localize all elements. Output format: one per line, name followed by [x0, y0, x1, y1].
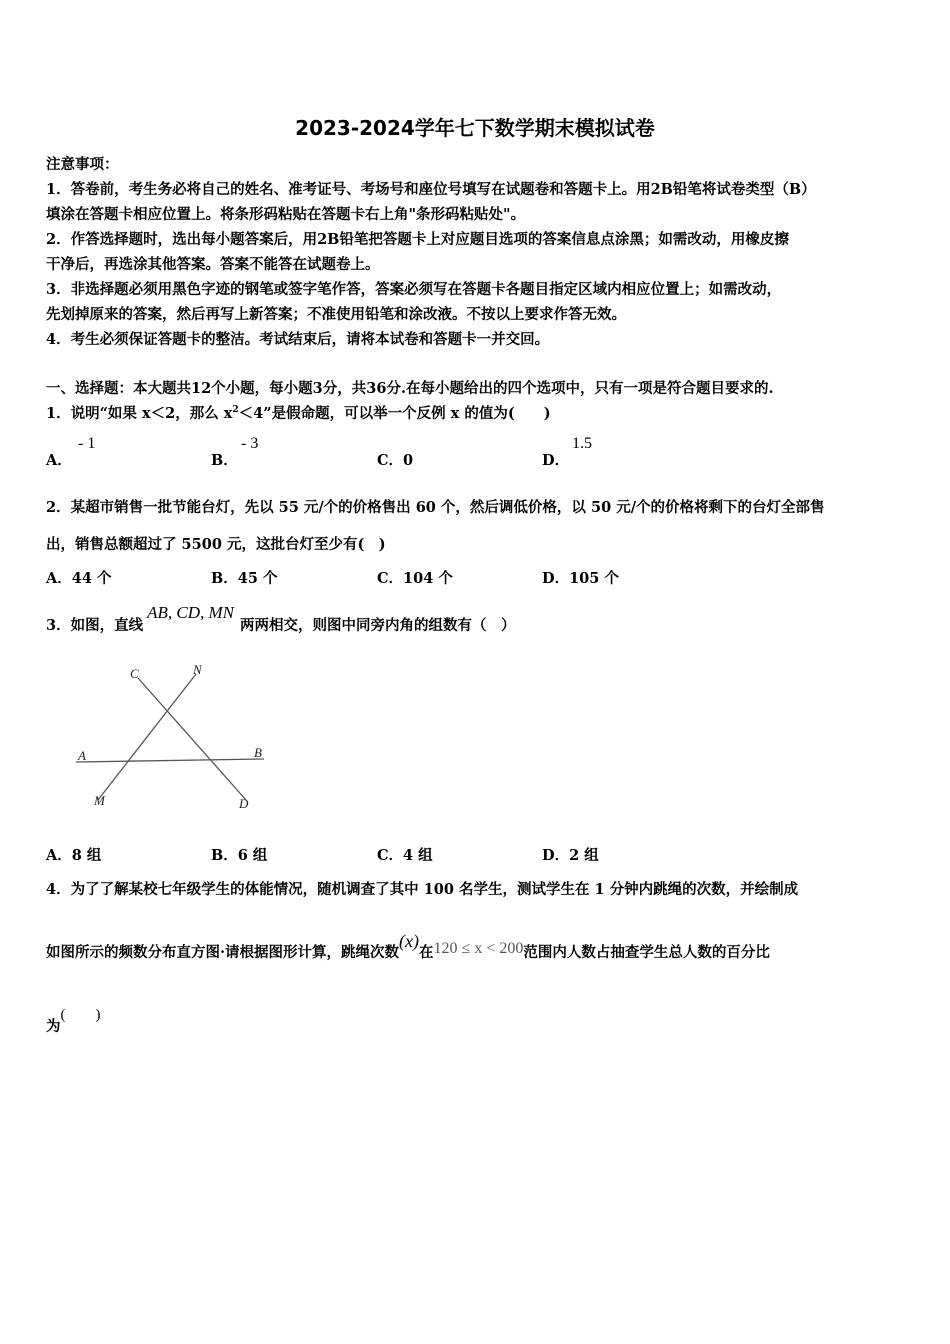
intersecting-lines-figure: [72, 660, 272, 815]
page-title: 2023-2024学年七下数学期末模拟试卷: [295, 116, 655, 140]
label-n: N: [193, 662, 202, 677]
option-value: 0: [403, 452, 414, 469]
q1-option-a: [46, 435, 96, 470]
option-value: - 1: [78, 435, 96, 452]
notice-line: 干净后，再选涂其他答案。答案不能答在试题卷上。: [46, 256, 380, 273]
question-4-text-a: 如图所示的频数分布直方图·请根据图形计算，跳绳次数: [46, 944, 400, 961]
option-value: - 3: [241, 435, 259, 452]
q1-option-d: [542, 435, 592, 470]
section-heading: 一、选择题：本大题共12个小题，每小题3分，共36分.在每小题给出的四个选项中，只有一项是符合题目要求的.: [46, 380, 774, 397]
q3-option-b: B．6 组: [211, 847, 268, 864]
option-value: 1.5: [572, 435, 592, 452]
line-mn: [98, 674, 196, 800]
q2-option-a: A．44 个: [46, 570, 112, 587]
question-4-text-c: 范围内人数占抽查学生总人数的百分比: [523, 944, 770, 961]
question-3-text-b: 两两相交，则图中同旁内角的组数有（ ）: [239, 617, 516, 634]
label-c: C: [130, 666, 139, 681]
q3-option-c: C．4 组: [377, 847, 433, 864]
q2-option-d: D．105 个: [542, 570, 619, 587]
q3-option-a: A．8 组: [46, 847, 102, 864]
label-m: M: [94, 793, 105, 808]
question-1-text-a: 1．说明“如果 x＜2，那么 x: [46, 405, 233, 422]
q1-option-b: [211, 435, 259, 470]
question-4-line-1: 4．为了了解某校七年级学生的体能情况，随机调查了其中 100 名学生，测试学生在 1 分钟内跳绳的次数，并绘制成: [46, 881, 799, 898]
notice-line: 先划掉原来的答案，然后再写上新答案；不准使用铅笔和涂改液。不按以上要求作答无效。: [46, 306, 626, 323]
question-1: [46, 402, 551, 423]
question-4-line-3: [46, 1007, 101, 1036]
question-3: [46, 603, 516, 635]
notice-line: 2．作答选择题时，选出每小题答案后，用2B铅笔把答题卡上对应题目选项的答案信息点涂黑；如需改动，用橡皮擦: [46, 231, 789, 248]
question-1-text-b: ＜4”是假命题，可以举一个反例 x 的值为( ): [238, 405, 551, 422]
question-2-line-2: 出，销售总额超过了 5500 元，这批台灯至少有( ): [46, 536, 386, 553]
question-4-blank: ( ): [60, 1007, 101, 1023]
question-4-line-2: [46, 931, 770, 962]
q2-option-c: C．104 个: [377, 570, 453, 587]
line-ab: [76, 759, 264, 762]
question-4-text-b: 在: [419, 944, 434, 961]
notice-line: 4．考生必须保证答题卡的整洁。考试结束后，请将本试卷和答题卡一并交回。: [46, 331, 550, 348]
option-label: B．: [211, 452, 238, 469]
q3-option-d: D．2 组: [542, 847, 599, 864]
notice-line: 填涂在答题卡相应位置上。将条形码粘贴在答题卡右上角"条形码粘贴处"。: [46, 206, 526, 223]
line-cd: [138, 678, 246, 800]
notice-line: 1．答卷前，考生务必将自己的姓名、准考证号、考场号和座位号填写在试题卷和答题卡上。用2B铅笔将试卷类型（B）: [46, 181, 816, 198]
option-label: D．: [542, 452, 570, 469]
question-2-line-1: 2．某超市销售一批节能台灯，先以 55 元/个的价格售出 60 个，然后调低价格，以 50 元/个的价格将剩下的台灯全部售: [46, 499, 825, 516]
question-3-math: AB, CD, MN: [147, 603, 234, 622]
question-4-text-d: 为: [46, 1018, 61, 1035]
notice-heading: 注意事项：: [46, 156, 119, 173]
question-1-exponent: 2: [232, 405, 239, 416]
q1-option-c: [377, 449, 413, 470]
question-4-math-x: (x): [399, 931, 420, 951]
label-b: B: [254, 745, 262, 760]
label-d: D: [239, 796, 249, 811]
option-label: C．: [377, 452, 404, 469]
q2-option-b: B．45 个: [211, 570, 278, 587]
label-a: A: [78, 748, 86, 763]
question-4-math-range: 120 ≤ x < 200: [433, 940, 524, 957]
notice-line: 3．非选择题必须用黑色字迹的钢笔或签字笔作答，答案必须写在答题卡各题目指定区域内相应位置上；如需改动，: [46, 281, 782, 298]
option-label: A．: [46, 452, 72, 469]
question-3-text-a: 3．如图，直线: [46, 617, 144, 634]
